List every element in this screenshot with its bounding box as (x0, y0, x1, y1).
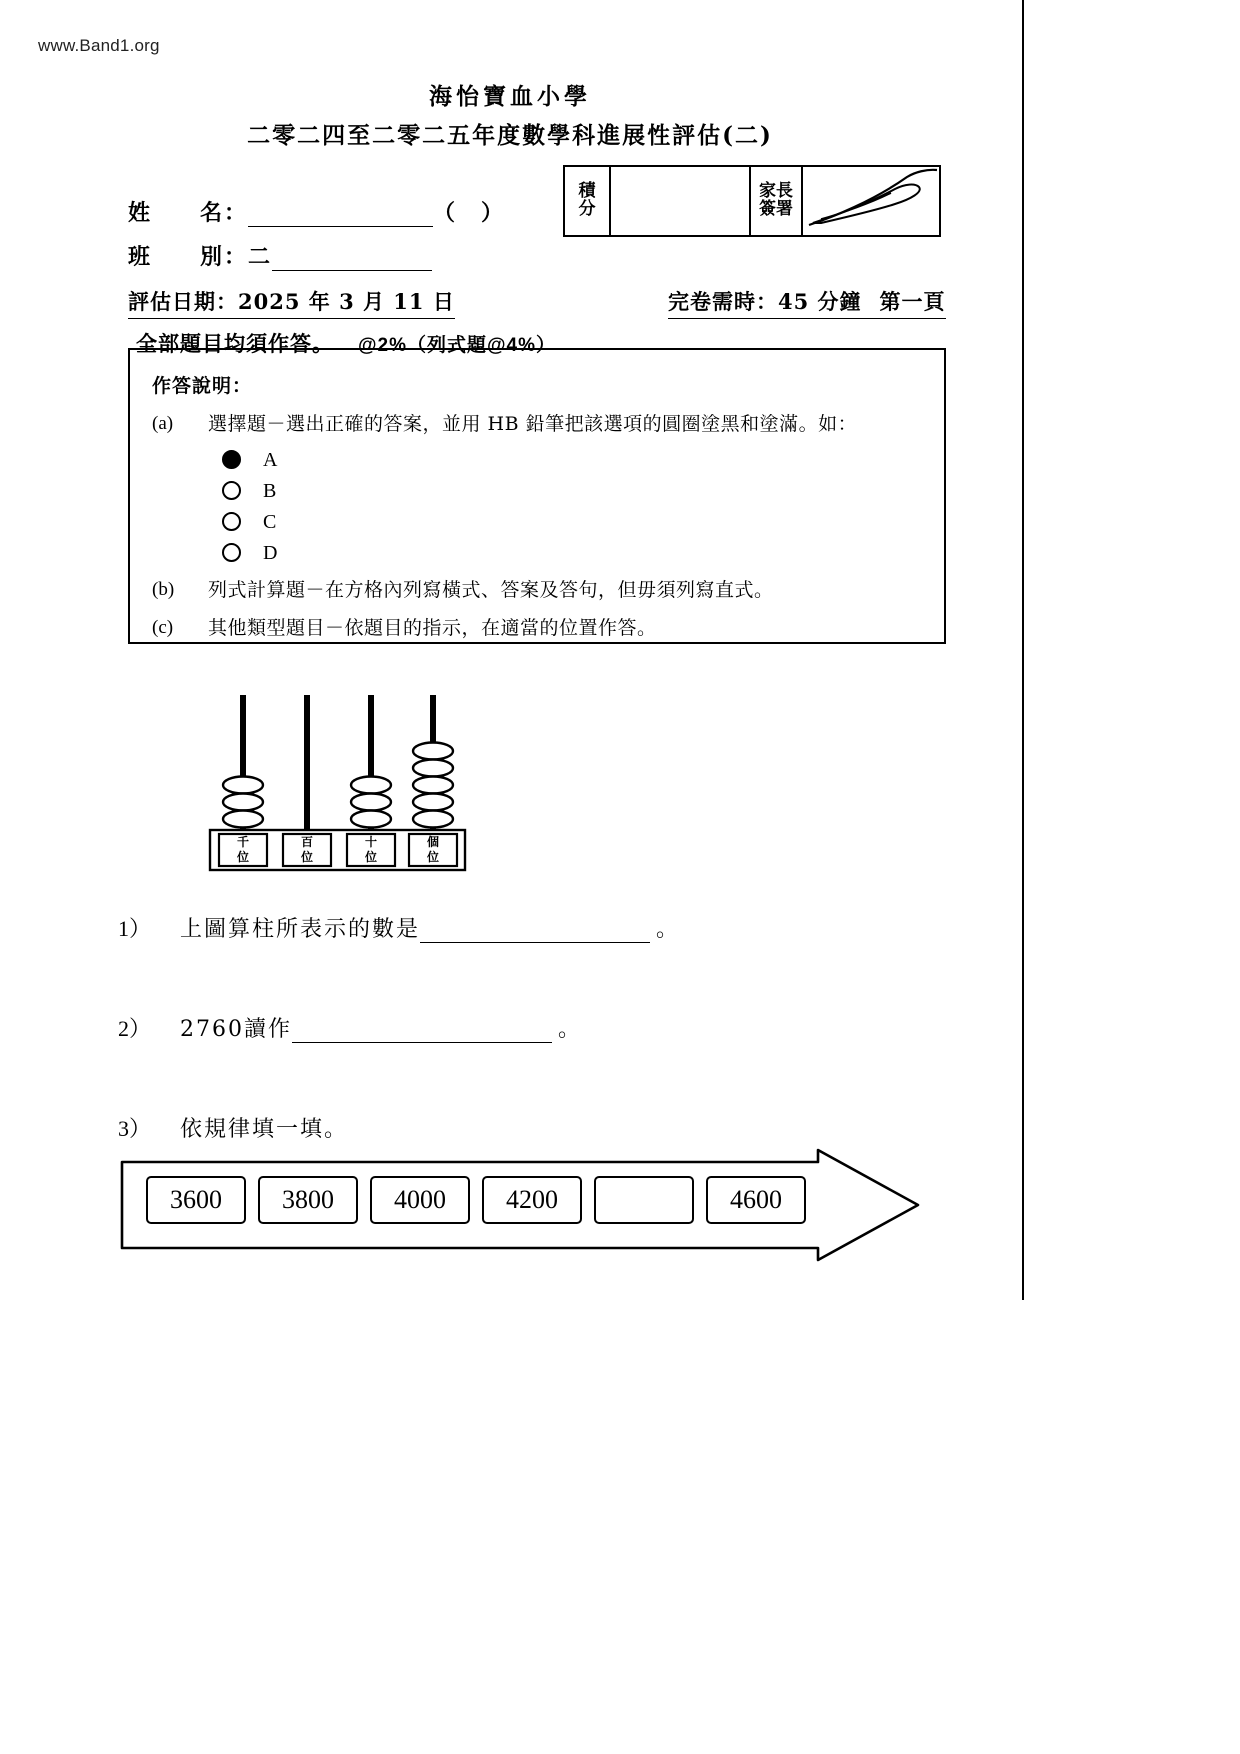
sequence-cell-1[interactable]: 3600 (146, 1176, 246, 1224)
instruction-item-a (152, 406, 922, 442)
question-1-period: 。 (656, 917, 681, 942)
question-2-answer-line[interactable] (292, 1024, 552, 1043)
class-label: 班 別：二 (128, 244, 273, 270)
svg-text:個: 個 (426, 835, 440, 849)
abacus-diagram (205, 690, 495, 885)
signature-scribble (803, 167, 939, 235)
instruction-tag-a: (a) (152, 413, 174, 435)
duration-row (668, 286, 946, 319)
sample-option-a[interactable] (222, 444, 922, 475)
question-3 (118, 1112, 348, 1143)
watermark: www.Band1.org (38, 36, 160, 55)
question-1 (118, 912, 680, 943)
date-label: 評估日期： (128, 289, 238, 314)
abacus-svg (205, 690, 495, 885)
sample-option-c[interactable] (222, 506, 922, 537)
question-2-text: 2760讀作 (180, 1017, 292, 1042)
score-label-line2: 分 (578, 199, 596, 219)
name-input[interactable] (248, 206, 433, 227)
sequence-cell-4[interactable]: 4200 (482, 1176, 582, 1224)
instruction-text-b: 列式計算題－在方格內列寫橫式、答案及答句，但毋須列寫直式。 (208, 579, 774, 602)
instruction-tag-c: (c) (152, 617, 174, 639)
svg-text:位: 位 (426, 850, 440, 864)
name-paren: （ ） (433, 200, 506, 226)
assessment-date (128, 286, 455, 319)
svg-text:十: 十 (364, 835, 378, 849)
instructions-box (128, 348, 946, 644)
sample-option-b[interactable] (222, 475, 922, 506)
time-label: 完卷需時： (668, 289, 778, 314)
bubble-empty-icon[interactable] (222, 481, 241, 500)
question-2-period: 。 (558, 1017, 583, 1042)
svg-text:位: 位 (364, 850, 378, 864)
date-value: 2025 年 3 月 11 日 (238, 289, 455, 314)
score-label-line1: 積 (578, 181, 596, 202)
all-must-answer-text: 全部題目均須作答。 (136, 331, 334, 356)
score-value-cell[interactable] (611, 167, 751, 235)
name-field-row (128, 196, 506, 227)
question-1-answer-line[interactable] (420, 924, 650, 943)
exam-title: 二零二四至二零二五年度數學科進展性評估(二) (247, 122, 773, 149)
page-number: 第一頁 (879, 289, 946, 314)
svg-text:位: 位 (300, 850, 314, 864)
class-input[interactable] (272, 250, 432, 271)
sequence-cells (146, 1176, 806, 1224)
signature-label-line1: 家長 (759, 181, 793, 202)
instruction-item-c (152, 610, 922, 646)
signature-value-cell[interactable] (803, 167, 939, 235)
question-3-number: 3） (118, 1116, 152, 1141)
sample-option-d[interactable] (222, 537, 922, 568)
signature-label (751, 167, 803, 235)
sequence-cell-6[interactable]: 4600 (706, 1176, 806, 1224)
class-field-row (128, 240, 432, 271)
marks-note: @2%（列式題@4%） (358, 335, 556, 356)
signature-label-line2: 簽署 (759, 199, 793, 219)
option-letter-b: B (263, 479, 277, 502)
instruction-text-c: 其他類型題目－依題目的指示，在適當的位置作答。 (208, 617, 657, 640)
name-label: 姓 名： (128, 200, 249, 226)
sequence-cell-3[interactable]: 4000 (370, 1176, 470, 1224)
question-2-number: 2） (118, 1016, 152, 1041)
svg-text:千: 千 (236, 835, 250, 849)
bubble-filled-icon[interactable] (222, 450, 241, 469)
instruction-tag-b: (b) (152, 579, 175, 601)
score-signature-box (563, 165, 941, 237)
svg-text:位: 位 (236, 850, 250, 864)
scan-edge-line (1022, 0, 1024, 1300)
option-letter-c: C (263, 510, 277, 533)
bubble-empty-icon[interactable] (222, 543, 241, 562)
instruction-item-b (152, 572, 922, 608)
score-label (565, 167, 611, 235)
option-letter-d: D (263, 541, 278, 564)
question-1-text: 上圖算柱所表示的數是 (180, 917, 421, 942)
time-value: 45 分鐘 (778, 289, 862, 314)
instruction-text-a: 選擇題－選出正確的答案，並用 HB 鉛筆把該選項的圓圈塗黑和塗滿。如： (208, 413, 858, 436)
option-letter-a: A (263, 448, 278, 471)
instructions-title: 作答說明： (152, 375, 253, 397)
sequence-cell-2[interactable]: 3800 (258, 1176, 358, 1224)
svg-text:百: 百 (300, 835, 314, 849)
question-3-text: 依規律填一填。 (180, 1117, 349, 1142)
school-name: 海怡寶血小學 (429, 83, 591, 110)
sequence-cell-5-blank[interactable] (594, 1176, 694, 1224)
question-2 (118, 1012, 582, 1043)
question-1-number: 1） (118, 916, 152, 941)
bubble-empty-icon[interactable] (222, 512, 241, 531)
number-sequence-arrow (118, 1148, 928, 1263)
sample-options (222, 444, 922, 568)
